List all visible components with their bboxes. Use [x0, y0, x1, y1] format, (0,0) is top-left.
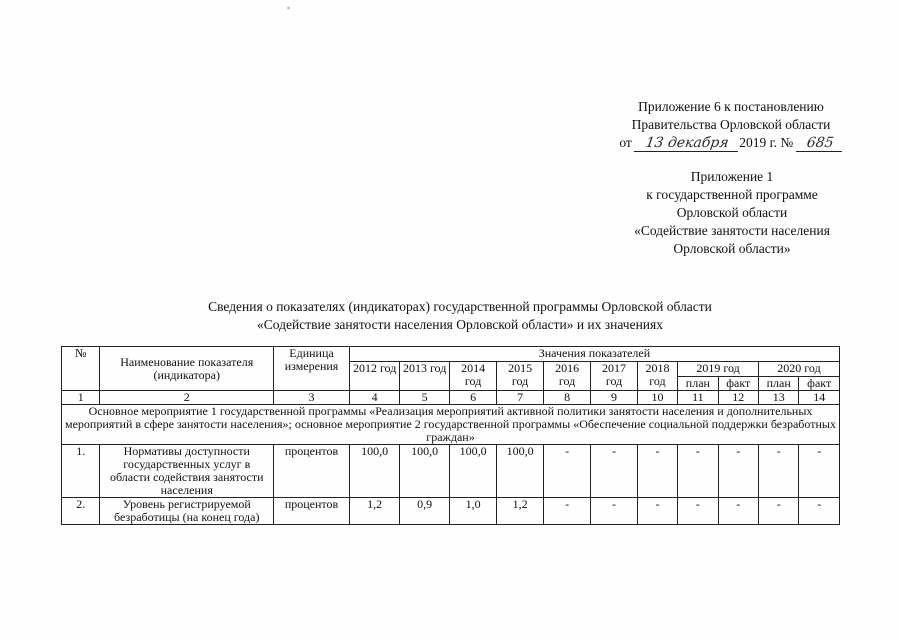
appendix1-line: к государственной программе	[646, 187, 818, 202]
appendix1-line: «Содействие занятости населения	[634, 223, 830, 238]
table-row	[62, 498, 840, 525]
value-cell: -	[678, 445, 718, 498]
indicator-name: Нормативы доступности государственных услуг в области содействия занятости населения	[100, 445, 274, 498]
appendix6-line2: Правительства Орловской области	[631, 117, 831, 132]
row-number: 1.	[62, 445, 100, 498]
value-cell: -	[718, 445, 758, 498]
header-year: 2013 год	[400, 362, 450, 391]
value-cell: -	[637, 445, 677, 498]
header-fact: факт	[799, 377, 840, 391]
table-row	[62, 445, 840, 498]
value-cell: -	[543, 498, 590, 525]
scan-speck	[287, 7, 290, 9]
value-cell: 0,9	[400, 498, 450, 525]
column-number: 4	[349, 391, 400, 405]
appendix6-line1: Приложение 6 к постановлению	[638, 99, 824, 114]
value-cell: -	[543, 445, 590, 498]
column-number: 2	[100, 391, 274, 405]
header-year: 2012 год	[349, 362, 400, 391]
column-number-row	[62, 391, 840, 405]
value-cell: 100,0	[449, 445, 496, 498]
value-cell: -	[799, 498, 840, 525]
value-cell: -	[678, 498, 718, 525]
indicator-unit: процентов	[274, 445, 350, 498]
value-cell: -	[758, 445, 798, 498]
title-line2: «Содействие занятости населения Орловской области» и их значениях	[257, 317, 663, 332]
header-plan: план	[678, 377, 718, 391]
indicator-unit: процентов	[274, 498, 350, 525]
column-number: 7	[497, 391, 543, 405]
value-cell: -	[591, 445, 637, 498]
column-number: 9	[591, 391, 637, 405]
decree-date-line	[596, 134, 866, 152]
column-number: 14	[799, 391, 840, 405]
value-cell: -	[799, 445, 840, 498]
column-number: 12	[718, 391, 758, 405]
value-cell: 100,0	[400, 445, 450, 498]
column-number: 3	[274, 391, 350, 405]
appendix6-block	[596, 98, 866, 152]
header-year-2020: 2020 год	[758, 362, 839, 377]
value-cell: 1,2	[349, 498, 400, 525]
indicator-name: Уровень регистрируемой безработицы (на конец года)	[100, 498, 274, 525]
decree-year-text: 2019 г. №	[739, 135, 794, 150]
value-cell: -	[637, 498, 677, 525]
header-year: 2015 год	[497, 362, 543, 391]
column-number: 11	[678, 391, 718, 405]
column-number: 1	[62, 391, 100, 405]
appendix1-line: Приложение 1	[690, 169, 774, 184]
column-number: 13	[758, 391, 798, 405]
header-year: 2017 год	[591, 362, 637, 391]
column-number: 5	[400, 391, 450, 405]
header-plan: план	[758, 377, 798, 391]
title-line1: Сведения о показателях (индикаторах) государственной программы Орловской области	[208, 299, 712, 314]
header-num: №	[62, 347, 100, 391]
column-number: 10	[637, 391, 677, 405]
header-year: 2018 год	[637, 362, 677, 391]
document-title	[60, 298, 860, 334]
value-cell: -	[718, 498, 758, 525]
value-cell: -	[591, 498, 637, 525]
header-fact: факт	[718, 377, 758, 391]
header-year: 2016 год	[543, 362, 590, 391]
header-values-group: Значения показателей	[349, 347, 839, 362]
value-cell: 1,0	[449, 498, 496, 525]
header-unit: Единица измерения	[274, 347, 350, 391]
section-row	[62, 405, 840, 445]
value-cell: 1,2	[497, 498, 543, 525]
value-cell: -	[758, 498, 798, 525]
row-number: 2.	[62, 498, 100, 525]
from-label: от	[619, 135, 632, 150]
handwritten-date: 13 декабря	[634, 136, 740, 152]
header-year-2019: 2019 год	[678, 362, 759, 377]
header-year: 2014 год	[449, 362, 496, 391]
indicators-table	[61, 346, 840, 525]
value-cell: 100,0	[497, 445, 543, 498]
table-header-row	[62, 347, 840, 362]
column-number: 8	[543, 391, 590, 405]
appendix1-line: Орловской области	[676, 205, 788, 220]
value-cell: 100,0	[349, 445, 400, 498]
section-description: Основное мероприятие 1 государственной программы «Реализация мероприятий активной политики занятости населения и дополнительных мероприятий в сфере занятости населения»; основное мероприятие 2 государственной программы «Обеспечение социальной поддержки безработных граждан»	[62, 405, 840, 445]
appendix1-line: Орловской области»	[673, 241, 791, 256]
handwritten-decree-number: 685	[796, 136, 844, 152]
appendix1-block	[606, 168, 858, 258]
column-number: 6	[449, 391, 496, 405]
header-indicator-name: Наименование показателя (индикатора)	[100, 347, 274, 391]
